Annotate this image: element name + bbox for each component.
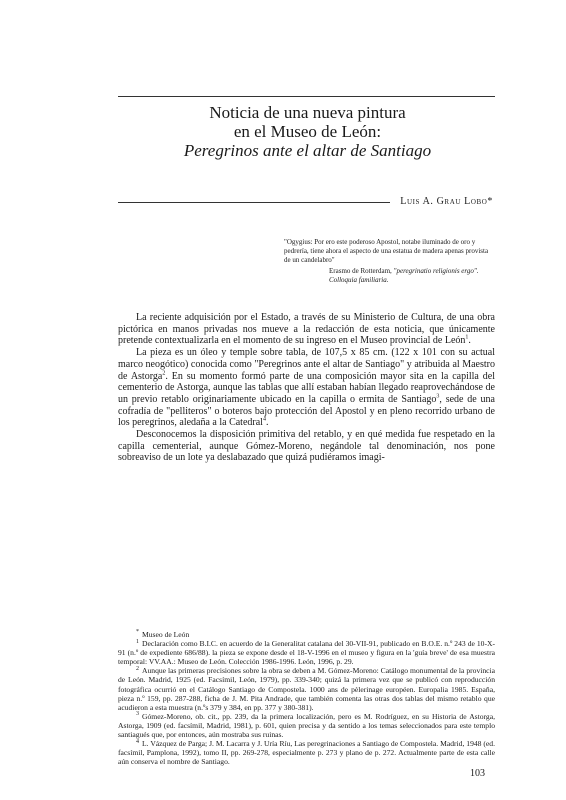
footnote-text: Gómez-Moreno, ob. cit., pp. 239, da la primera localización, pero es M. Rodríguez, en su Historia de Astorga, Astorga, 1909 (ed. facsímil, Madrid, 1981), p. 601, quien precisa y da sentido a los temas seleccionados para este templo santiagués que, por entonces, aún mostraba sus ruinas. — [118, 711, 495, 740]
footnote-text: L. Vázquez de Parga; J. M. Lacarra y J. Uría Ríu, Las peregrinaciones a Santiago de Compostela. Madrid, 1948 (ed. facsímil, Pamplona, 1992), tomo II, pp. 269-278, especialmente p. 273 y plano de p. 272. Actualmente parte de esta calle aún conserva el nombre de Santiago. — [118, 739, 495, 767]
footnote — [118, 712, 495, 739]
footnote-text: Museo de León — [142, 630, 190, 639]
footnote — [118, 666, 495, 711]
body-paragraph-1-end: . — [468, 335, 471, 347]
top-rule — [118, 96, 495, 97]
footnotes — [118, 630, 495, 766]
epigraph-source-work: "peregrinatio religionis ergo". Colloquia familiaria. — [329, 267, 479, 284]
body-paragraph-1-text: La reciente adquisición por el Estado, a través de su Ministerio de Cultura, de una obra pictórica en manos privadas nos mueve a la redacción de esta noticia, que únicamente pretende contextualizarla en el momento de su ingreso en el Museo provincial de León — [118, 312, 495, 347]
epigraph-text: "Ogygius: Por ero este poderoso Apostol, notabe iluminado de oro y pedrería, tiene ahora el aspecto de una estatua de madera apenas provista de un candelabro" — [284, 238, 489, 264]
footnote-number: 3 — [136, 711, 139, 718]
footnote-text: Aunque las primeras precisiones sobre la obra se deben a M. Gómez-Moreno: Catálogo monumental de la provincia de León. Madrid, 1925 (ed. Facsímil, León, 1979), pp. 339-340; quizá la primera vez que se publicó con reproducción fotográfica ocurrió en el Catálogo Santiago de Compostela. 1000 ans de pèlerinage européen. Europalia 1985. España, pieza n.º 159, pp. 287-288, ficha de J. M. Pita Andrade, que también comenta las otras dos tablas del mismo retablo que acudieron a esta muestra (n.ºs 379 y 384, en pp. 377 y 380-381). — [118, 666, 495, 712]
footnote-ref-3: 3 — [436, 393, 440, 400]
epigraph-source-author: Erasmo de Rotterdam, — [329, 267, 392, 275]
footnote — [118, 639, 495, 666]
author-rule — [118, 202, 390, 203]
author-line — [118, 196, 495, 210]
title-line-3: Peregrinos ante el altar de Santiago — [183, 141, 432, 160]
epigraph-source — [329, 267, 494, 285]
footnote — [118, 739, 495, 766]
page-number: 103 — [470, 768, 485, 779]
body-paragraph-1 — [118, 312, 495, 347]
footnote-number: 1 — [136, 638, 139, 645]
footnote-text: Declaración como B.I.C. en acuerdo de la Generalitat catalana del 30-VII-91, publicado en B.O.E. n.º 243 de 10-X-91 (n.º de expediente 686/88). la pieza se expone desde el 18-V-1996 en el museo y figura en la 'guía breve' de esa muestra temporal: VV.AA.: Museo de León. Colección 1986-1996. León, 1996, p. 29. — [118, 639, 495, 667]
footnote-number: * — [136, 629, 139, 636]
footnote-ref-4: 4 — [262, 417, 266, 423]
footnote-ref-2: 2 — [162, 370, 166, 377]
body-paragraph-2 — [118, 347, 495, 429]
author-name: Luis A. Grau Lobo* — [400, 196, 493, 207]
body-paragraph-2-text-c: , sede de una cofradía de "pelliteros" o boteros bajo protección del Apostol y en pleno recorrido urbano de los peregrinos, aledaña a la Catedral — [118, 393, 495, 429]
footnote-number: 2 — [136, 665, 139, 672]
footnote-ref-1: 1 — [465, 335, 469, 342]
body-paragraph-3: Desconocemos la disposición primitiva del retablo, y en qué medida fue respetado en la capilla cementerial, aunque Gómez-Moreno, negándole tal denominación, nos pone sobreaviso de un lote ya deslabazado que quizá pudiéramos imagi- — [118, 429, 495, 464]
footnote-number: 4 — [136, 738, 139, 745]
body-paragraph-2-end: . — [265, 417, 269, 429]
article-body — [118, 312, 495, 464]
title-line-2: en el Museo de León: — [233, 122, 382, 141]
footnote — [118, 630, 495, 639]
article-title — [120, 103, 495, 160]
body-paragraph-2-text-b: . En su momento formó parte de una composición mayor sita en la capilla del cementerio de Astorga, aunque las tablas que allí estaban habían llegado reaprovechándose de un previo retablo originariamente ubicado en la capilla o ermita de Santiago — [118, 370, 495, 405]
title-line-1: Noticia de una nueva pintura — [209, 103, 406, 122]
body-paragraph-2-text-a: La pieza es un óleo y temple sobre tabla, de 107,5 x 85 cm. (122 x 101 con su actual marco neogótico) conocida como "Peregrinos ante el altar de Santiago" y atribuida al Maestro de Astorga — [118, 347, 495, 382]
epigraph — [284, 238, 494, 285]
